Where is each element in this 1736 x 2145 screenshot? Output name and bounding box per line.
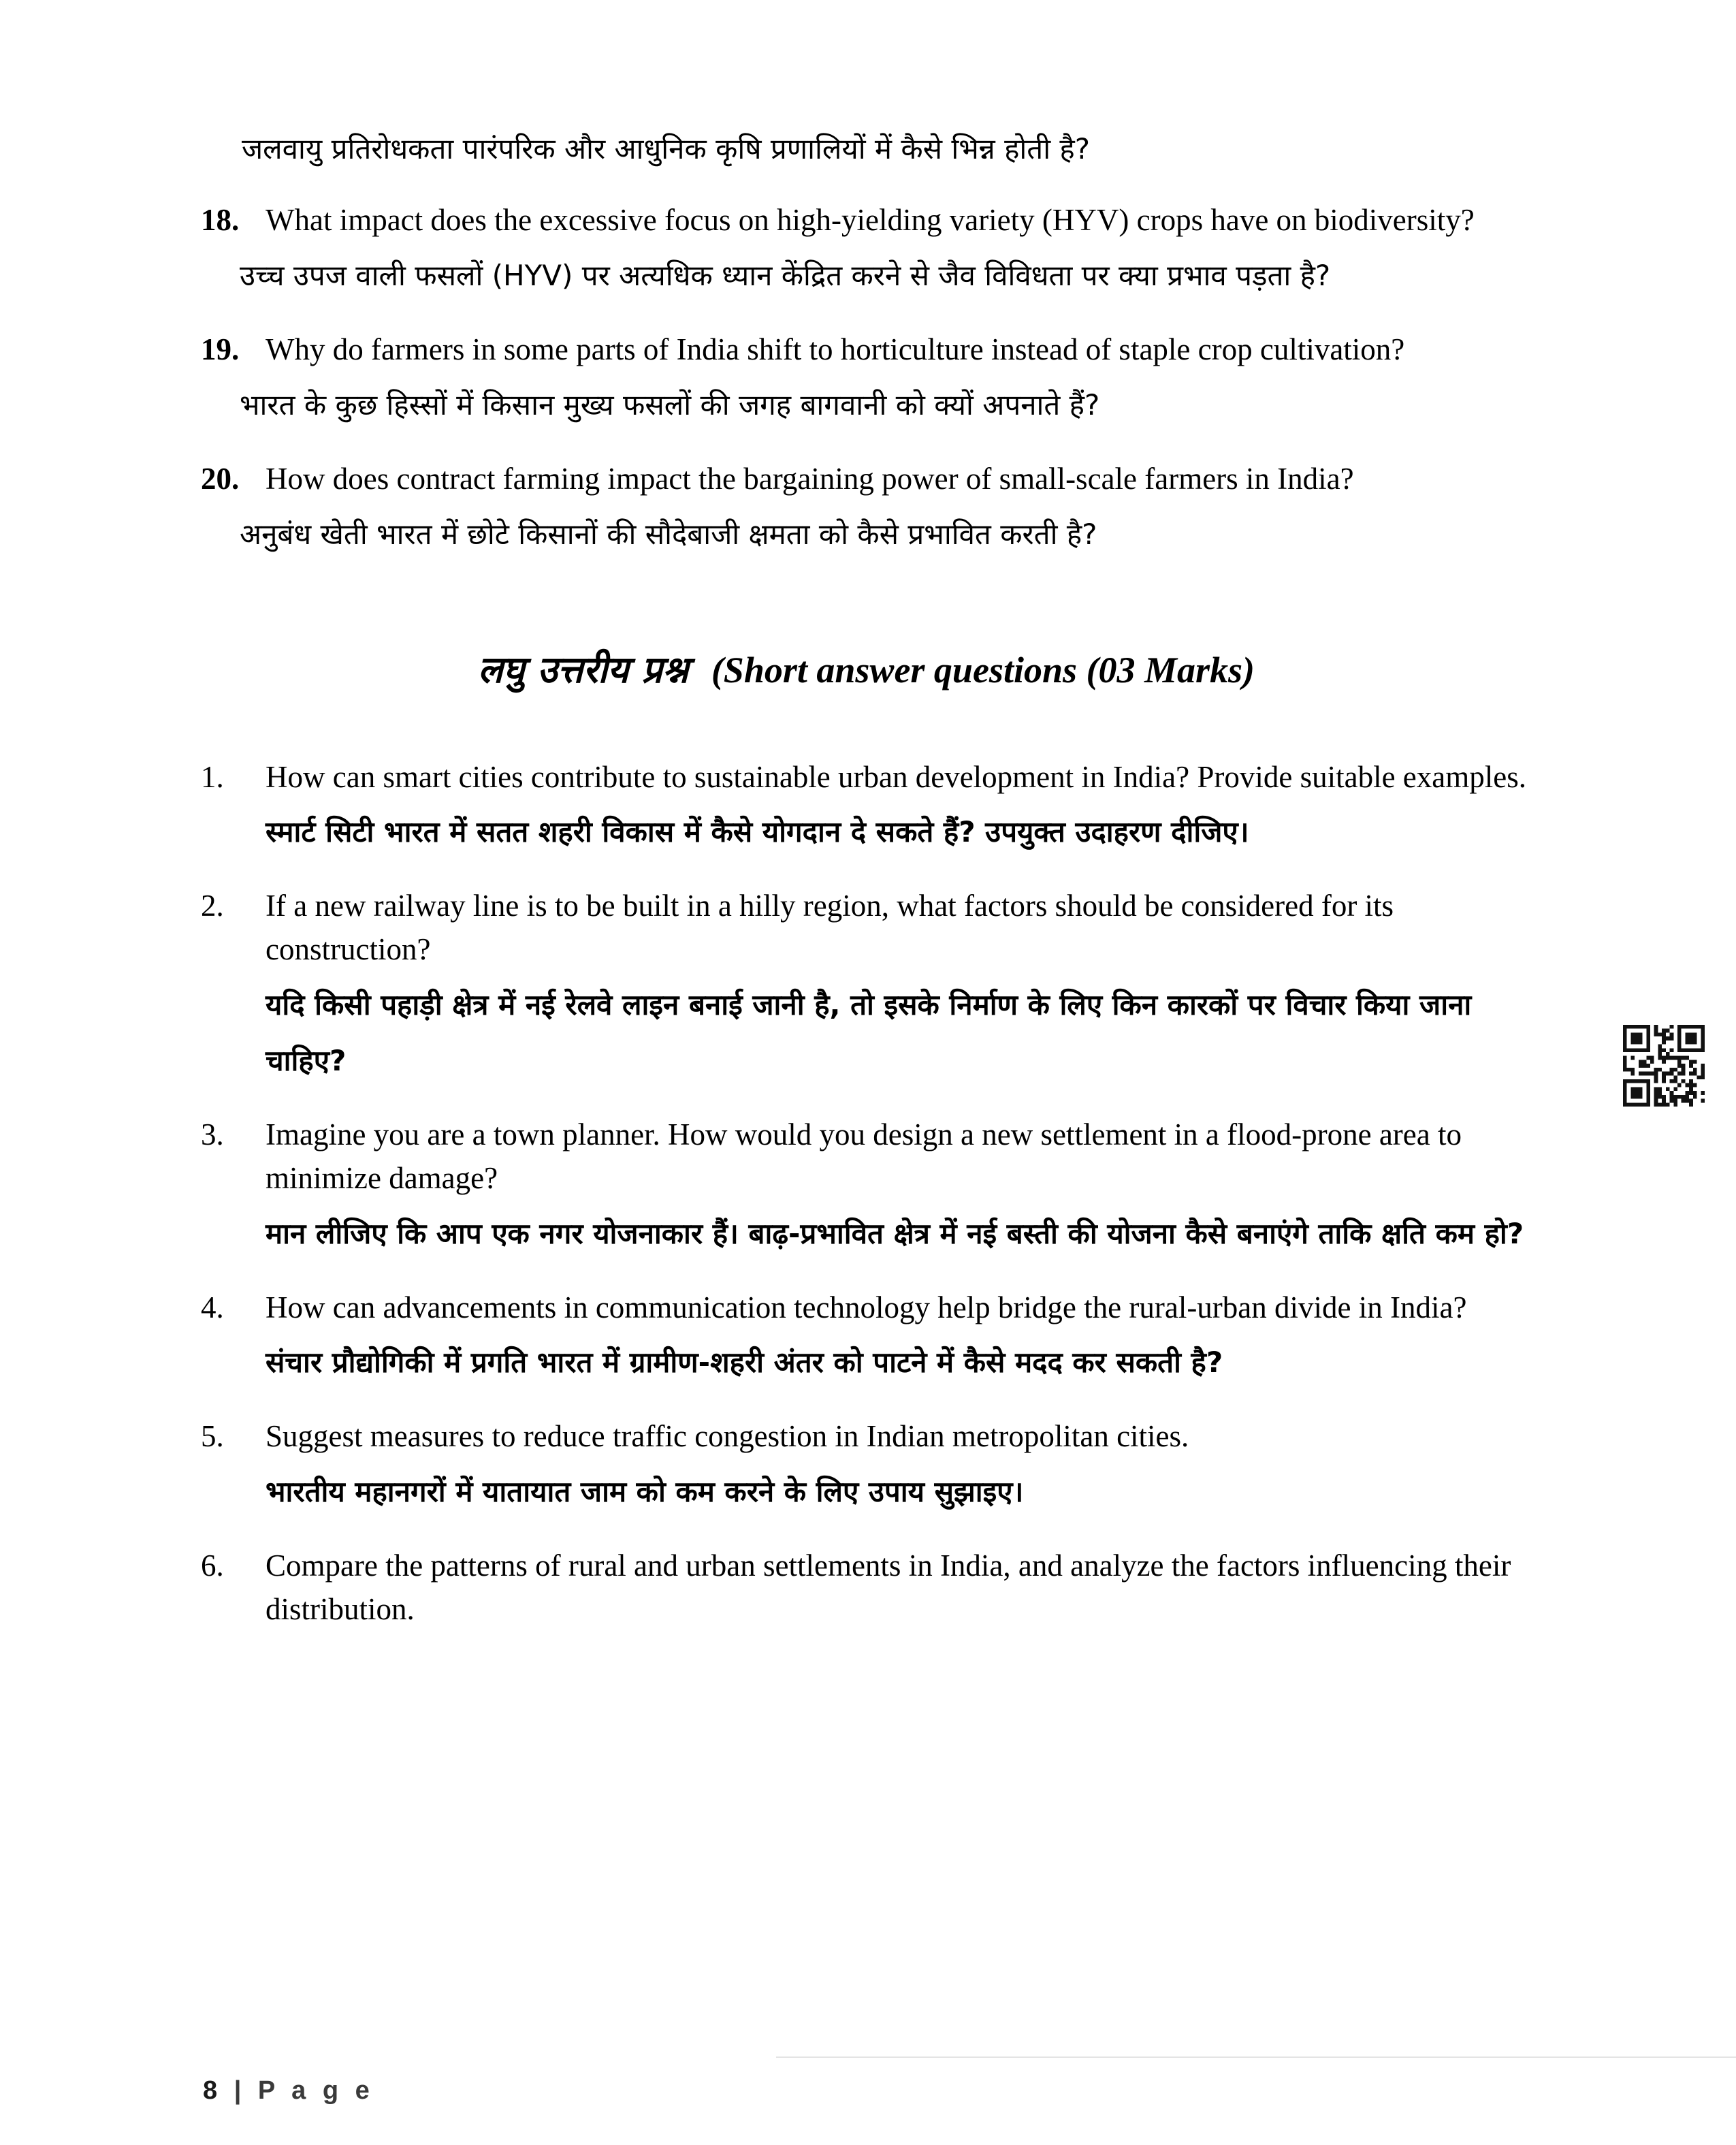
page-content xyxy=(201,126,1532,1656)
footer-divider-line xyxy=(776,2056,1736,2058)
section-heading-english: (Short answer questions (03 Marks) xyxy=(711,649,1255,690)
question-number: 5. xyxy=(201,1419,224,1454)
question-18 xyxy=(201,199,1532,304)
question-19 xyxy=(201,328,1532,433)
question-number: 2. xyxy=(201,889,224,923)
question-hindi: संचार प्रौद्योगिकी में प्रगति भारत में ग्रामीण-शहरी अंतर को पाटने में कैसे मदद कर सकती है? xyxy=(266,1346,1223,1380)
short-question-1 xyxy=(201,756,1532,861)
question-english: How can advancements in communication technology help bridge the rural-urban divide in India? xyxy=(266,1290,1467,1324)
question-english: How does contract farming impact the bargaining power of small-scale farmers in India? xyxy=(266,461,1354,496)
question-hindi: उच्च उपज वाली फसलों (HYV) पर अत्यधिक ध्यान केंद्रित करने से जैव विविधता पर क्या प्रभाव पड़ता है? xyxy=(240,259,1331,293)
question-english: Imagine you are a town planner. How would you design a new settlement in a flood-prone area to minimize damage? xyxy=(266,1117,1462,1195)
question-number: 1. xyxy=(201,759,224,794)
short-question-3 xyxy=(201,1113,1532,1262)
question-number: 19. xyxy=(201,332,240,366)
question-english: What impact does the excessive focus on high-yielding variety (HYV) crops have on biodiversity? xyxy=(266,203,1475,238)
question-hindi: यदि किसी पहाड़ी क्षेत्र में नई रेलवे लाइन बनाई जानी है, तो इसके निर्माण के लिए किन कारकों पर विचार किया जाना चाहिए? xyxy=(266,988,1472,1077)
question-english: Suggest measures to reduce traffic congestion in Indian metropolitan cities. xyxy=(266,1419,1189,1454)
question-20 xyxy=(201,458,1532,562)
question-hindi: भारतीय महानगरों में यातायात जाम को कम करने के लिए उपाय सुझाइए। xyxy=(266,1475,1024,1509)
question-number: 4. xyxy=(201,1290,224,1324)
question-english: Why do farmers in some parts of India shift to horticulture instead of staple crop cultivation? xyxy=(266,332,1405,366)
section-heading-hindi: लघु उत्तरीय प्रश्न xyxy=(477,648,689,691)
page-number: 8 xyxy=(203,2076,223,2105)
footer-divider: | xyxy=(234,2076,246,2105)
question-number: 3. xyxy=(201,1117,224,1151)
q17-hindi-continuation: जलवायु प्रतिरोधकता पारंपरिक और आधुनिक कृषि प्रणालियों में कैसे भिन्न होती है? xyxy=(242,132,1091,165)
page-footer xyxy=(203,2076,374,2106)
qr-code xyxy=(1623,1025,1705,1107)
question-english: Compare the patterns of rural and urban settlements in India, and analyze the factors influencing their distribution. xyxy=(266,1548,1511,1626)
short-question-6 xyxy=(201,1544,1532,1632)
question-hindi: स्मार्ट सिटी भारत में सतत शहरी विकास में कैसे योगदान दे सकते हैं? उपयुक्त उदाहरण दीजिए। xyxy=(266,815,1249,849)
question-hindi: मान लीजिए कि आप एक नगर योजनाकार हैं। बाढ़-प्रभावित क्षेत्र में नई बस्ती की योजना कैसे बनाएंगे ताकि क्षति कम हो? xyxy=(266,1216,1524,1250)
section-heading xyxy=(201,643,1532,693)
question-number: 20. xyxy=(201,461,240,496)
short-question-5 xyxy=(201,1415,1532,1520)
question-hindi: अनुबंध खेती भारत में छोटे किसानों की सौदेबाजी क्षमता को कैसे प्रभावित करती है? xyxy=(240,517,1097,551)
question-hindi: भारत के कुछ हिस्सों में किसान मुख्य फसलों की जगह बागवानी को क्यों अपनाते हैं? xyxy=(240,387,1100,422)
short-question-4 xyxy=(201,1286,1532,1391)
question-number: 18. xyxy=(201,203,240,238)
question-english: If a new railway line is to be built in a hilly region, what factors should be considered for its construction? xyxy=(266,889,1394,967)
short-question-2 xyxy=(201,885,1532,1089)
footer-label: P a g e xyxy=(257,2076,374,2105)
question-number: 6. xyxy=(201,1548,224,1583)
question-english: How can smart cities contribute to sustainable urban development in India? Provide suitable examples. xyxy=(266,759,1526,794)
